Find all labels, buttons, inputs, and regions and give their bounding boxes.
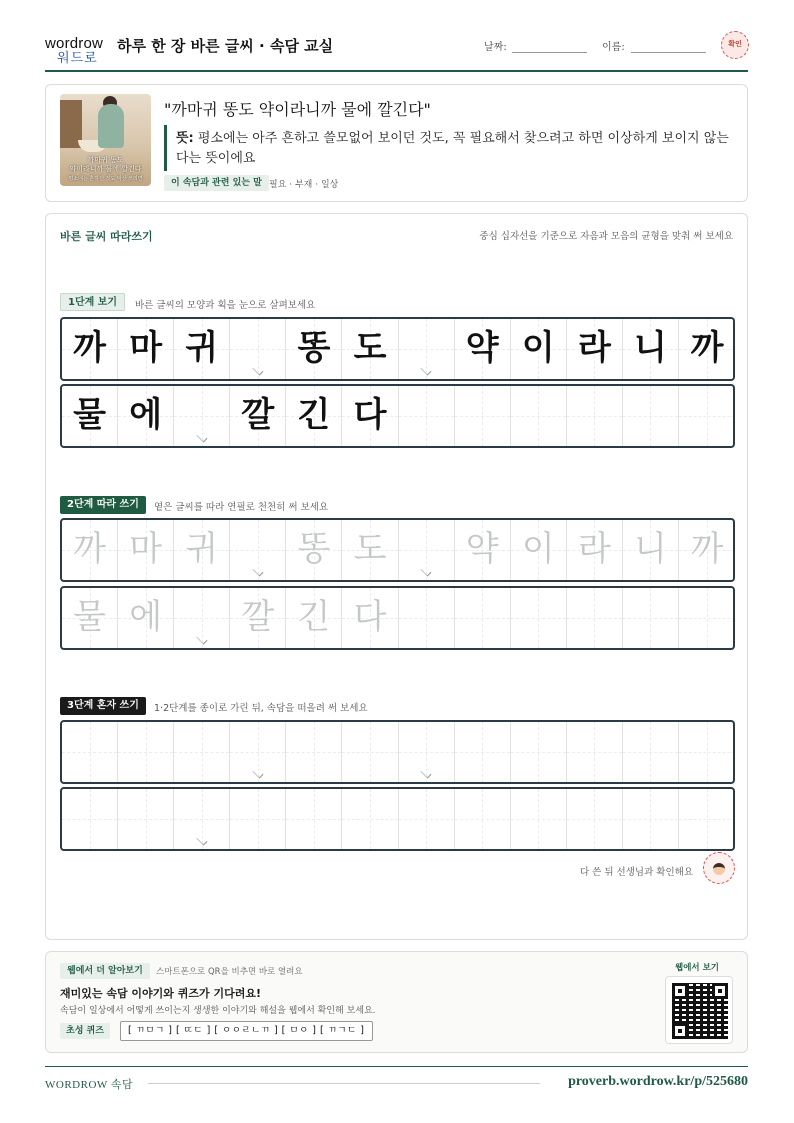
proverb-card [45,84,748,202]
grid-cell[interactable] [62,722,118,782]
grid-cell [455,319,511,379]
grid-cell[interactable] [455,789,511,849]
grid-cell[interactable] [679,520,735,580]
step2-row-1[interactable] [60,518,735,582]
grid-cell[interactable] [399,789,455,849]
grid-char: 에 [129,395,163,435]
web-hint: 스마트폰으로 QR을 비추면 바로 열려요 [156,967,303,977]
meaning-label: 뜻: [176,131,194,146]
meaning-text: 평소에는 아주 흔하고 쓸모없어 보이던 것도, 꼭 필요해서 찾으려고 하면 이상하게 보이지 않는다는 뜻이에요 [176,131,729,166]
grid-cell [342,386,398,446]
grid-char: 깔 [241,395,275,435]
grid-cell [118,319,174,379]
grid-cell[interactable] [62,789,118,849]
step2-badge: 2단계 따라 쓰기 [60,496,146,514]
step1-row-2 [60,384,735,448]
footer-rule [148,1083,540,1084]
grid-cell[interactable] [230,588,286,648]
teacher-check-text: 다 쓴 뒤 선생님과 확인해요 [579,867,693,878]
step3-row-1[interactable] [60,720,735,784]
grid-cell[interactable] [679,588,735,648]
grid-cell [62,386,118,446]
grid-cell[interactable] [567,789,623,849]
grid-cell[interactable] [286,520,342,580]
name-field[interactable] [631,52,706,53]
grid-char: 물 [73,597,106,637]
step1-badge: 1단계 보기 [60,293,125,311]
space-mark-icon [196,634,207,645]
space-mark-icon [421,768,432,779]
practice-title: 바른 글씨 따라쓰기 [60,230,153,243]
grid-cell [511,386,567,446]
grid-cell[interactable] [511,520,567,580]
quiz-badge: 초성 퀴즈 [60,1023,110,1039]
grid-cell[interactable] [342,789,398,849]
web-title: 재미있는 속담 이야기와 퀴즈가 기다려요! [60,987,261,1000]
grid-cell[interactable] [342,722,398,782]
grid-char: 물 [73,395,106,435]
qr-label: 웹에서 보기 [674,963,719,973]
grid-cell [511,319,567,379]
grid-cell[interactable] [174,789,230,849]
grid-cell[interactable] [118,722,174,782]
grid-cell[interactable] [342,520,398,580]
space-mark-icon [196,432,207,443]
step2-desc: 옅은 글씨를 따라 연필로 천천히 써 보세요 [154,502,329,513]
grid-char: 마 [129,529,163,569]
grid-cell[interactable] [118,588,174,648]
thumb-caption-3: 평소에는 흔하던 것도 막상 쓰려면 [68,176,143,182]
footer-brand: WORDROW 속담 [45,1079,134,1091]
date-field[interactable] [512,52,587,53]
grid-cell [679,319,735,379]
grid-cell [118,386,174,446]
qr-code[interactable] [665,976,733,1044]
thumb-caption-2: 약이라니까 물에 깔긴다 [69,165,142,173]
page-header [45,30,748,72]
grid-char: 까 [690,328,724,368]
logo-text-bottom: 워드로 [57,51,98,66]
grid-char: 라 [577,529,611,569]
grid-cell[interactable] [511,588,567,648]
grid-char: 다 [353,395,387,435]
grid-cell [399,386,455,446]
grid-cell[interactable] [230,789,286,849]
proverb-quote: "까마귀 똥도 약이라니까 물에 깔긴다" [164,100,431,119]
grid-char: 까 [73,529,106,569]
grid-char: 긴 [297,597,331,637]
related-words-badge: 이 속담과 관련 있는 말 [164,175,269,191]
grid-char: 약 [465,328,499,368]
grid-cell[interactable] [567,520,623,580]
proverb-illustration [60,94,151,186]
grid-char: 에 [129,597,163,637]
grid-cell [623,386,679,446]
web-desc: 속담이 일상에서 어떻게 쓰이는지 생생한 이야기와 해설을 웹에서 확인해 보세요. [60,1006,376,1016]
qr-code-icon [672,983,728,1039]
grid-cell[interactable] [230,520,286,580]
grid-char: 깔 [241,597,275,637]
grid-cell[interactable] [174,588,230,648]
wordrow-logo[interactable] [45,35,109,66]
grid-cell[interactable] [455,588,511,648]
grid-cell[interactable] [455,520,511,580]
step1-desc: 바른 글씨의 모양과 획을 눈으로 살펴보세요 [135,300,316,311]
step3-desc: 1·2단계를 종이로 가린 뒤, 속담을 떠올려 써 보세요 [154,703,368,714]
date-label: 날짜: [484,42,507,53]
teacher-seal-icon [703,852,735,884]
grid-cell [623,319,679,379]
space-mark-icon [252,365,263,376]
grid-cell[interactable] [511,789,567,849]
grid-char: 다 [353,597,387,637]
grid-char: 귀 [185,328,219,368]
grid-cell[interactable] [286,722,342,782]
grid-cell[interactable] [286,588,342,648]
grid-char: 니 [634,328,667,368]
grid-cell[interactable] [511,722,567,782]
grid-cell[interactable] [623,520,679,580]
web-badge: 웹에서 더 알아보기 [60,963,150,979]
grid-char: 이 [521,328,555,368]
grid-cell [230,386,286,446]
grid-cell [174,319,230,379]
grid-cell [567,319,623,379]
step3-badge: 3단계 혼자 쓰기 [60,697,146,715]
meaning-accent-bar [164,125,167,171]
grid-char: 긴 [297,395,331,435]
grid-char: 니 [634,529,667,569]
related-words: 필요 · 부재 · 일상 [269,180,339,190]
grid-cell[interactable] [174,520,230,580]
grid-cell[interactable] [623,722,679,782]
step3-row-2[interactable] [60,787,735,851]
grid-cell [230,319,286,379]
step2-row-2[interactable] [60,586,735,650]
logo-text-top: wordrow [45,35,104,52]
space-mark-icon [421,566,432,577]
chosung-quiz: [ ㄲㅁㄱ ] [ ㄸㄷ ] [ ㅇㅇㄹㄴㄲ ] [ ㅁㅇ ] [ ㄲㄱㄷ ] [120,1021,373,1041]
grid-char: 까 [690,529,724,569]
grid-char: 이 [521,529,555,569]
grid-cell [455,386,511,446]
grid-cell[interactable] [62,588,118,648]
grid-cell [567,386,623,446]
space-mark-icon [252,768,263,779]
grid-char: 라 [577,328,611,368]
grid-char: 도 [353,529,387,569]
proverb-meaning [176,129,736,169]
grid-cell [342,319,398,379]
grid-cell[interactable] [623,789,679,849]
grid-char: 똥 [297,529,331,569]
grid-cell [286,319,342,379]
grid-char: 까 [73,328,106,368]
grid-cell[interactable] [174,722,230,782]
grid-cell[interactable] [118,520,174,580]
grid-cell[interactable] [455,722,511,782]
practice-hint: 중심 십자선을 기준으로 자음과 모음의 균형을 맞춰 써 보세요 [479,231,733,242]
thumb-caption-1: 까마귀 똥도 [87,156,124,164]
grid-cell[interactable] [399,588,455,648]
grid-cell[interactable] [230,722,286,782]
grid-cell[interactable] [567,722,623,782]
grid-char: 마 [129,328,163,368]
grid-cell [399,319,455,379]
name-label: 이름: [602,42,625,53]
grid-cell[interactable] [62,520,118,580]
grid-char: 도 [353,328,387,368]
grid-char: 귀 [185,529,219,569]
grid-cell[interactable] [399,722,455,782]
grid-cell[interactable] [342,588,398,648]
grid-cell[interactable] [623,588,679,648]
confirm-stamp: 확인 [721,31,749,59]
web-section [45,951,748,1053]
grid-cell [62,319,118,379]
grid-cell[interactable] [567,588,623,648]
footer-url-link[interactable]: proverb.wordrow.kr/p/525680 [568,1074,748,1089]
footer-divider [45,1066,748,1067]
grid-cell[interactable] [118,789,174,849]
grid-cell[interactable] [679,789,735,849]
grid-cell[interactable] [399,520,455,580]
space-mark-icon [252,566,263,577]
practice-panel [45,213,748,940]
step1-row-1 [60,317,735,381]
grid-char: 똥 [297,328,331,368]
grid-cell [679,386,735,446]
grid-cell[interactable] [286,789,342,849]
grid-char: 약 [465,529,499,569]
grid-cell [174,386,230,446]
page-title: 하루 한 장 바른 글씨 · 속담 교실 [117,37,334,55]
grid-cell[interactable] [679,722,735,782]
space-mark-icon [421,365,432,376]
space-mark-icon [196,835,207,846]
grid-cell [286,386,342,446]
